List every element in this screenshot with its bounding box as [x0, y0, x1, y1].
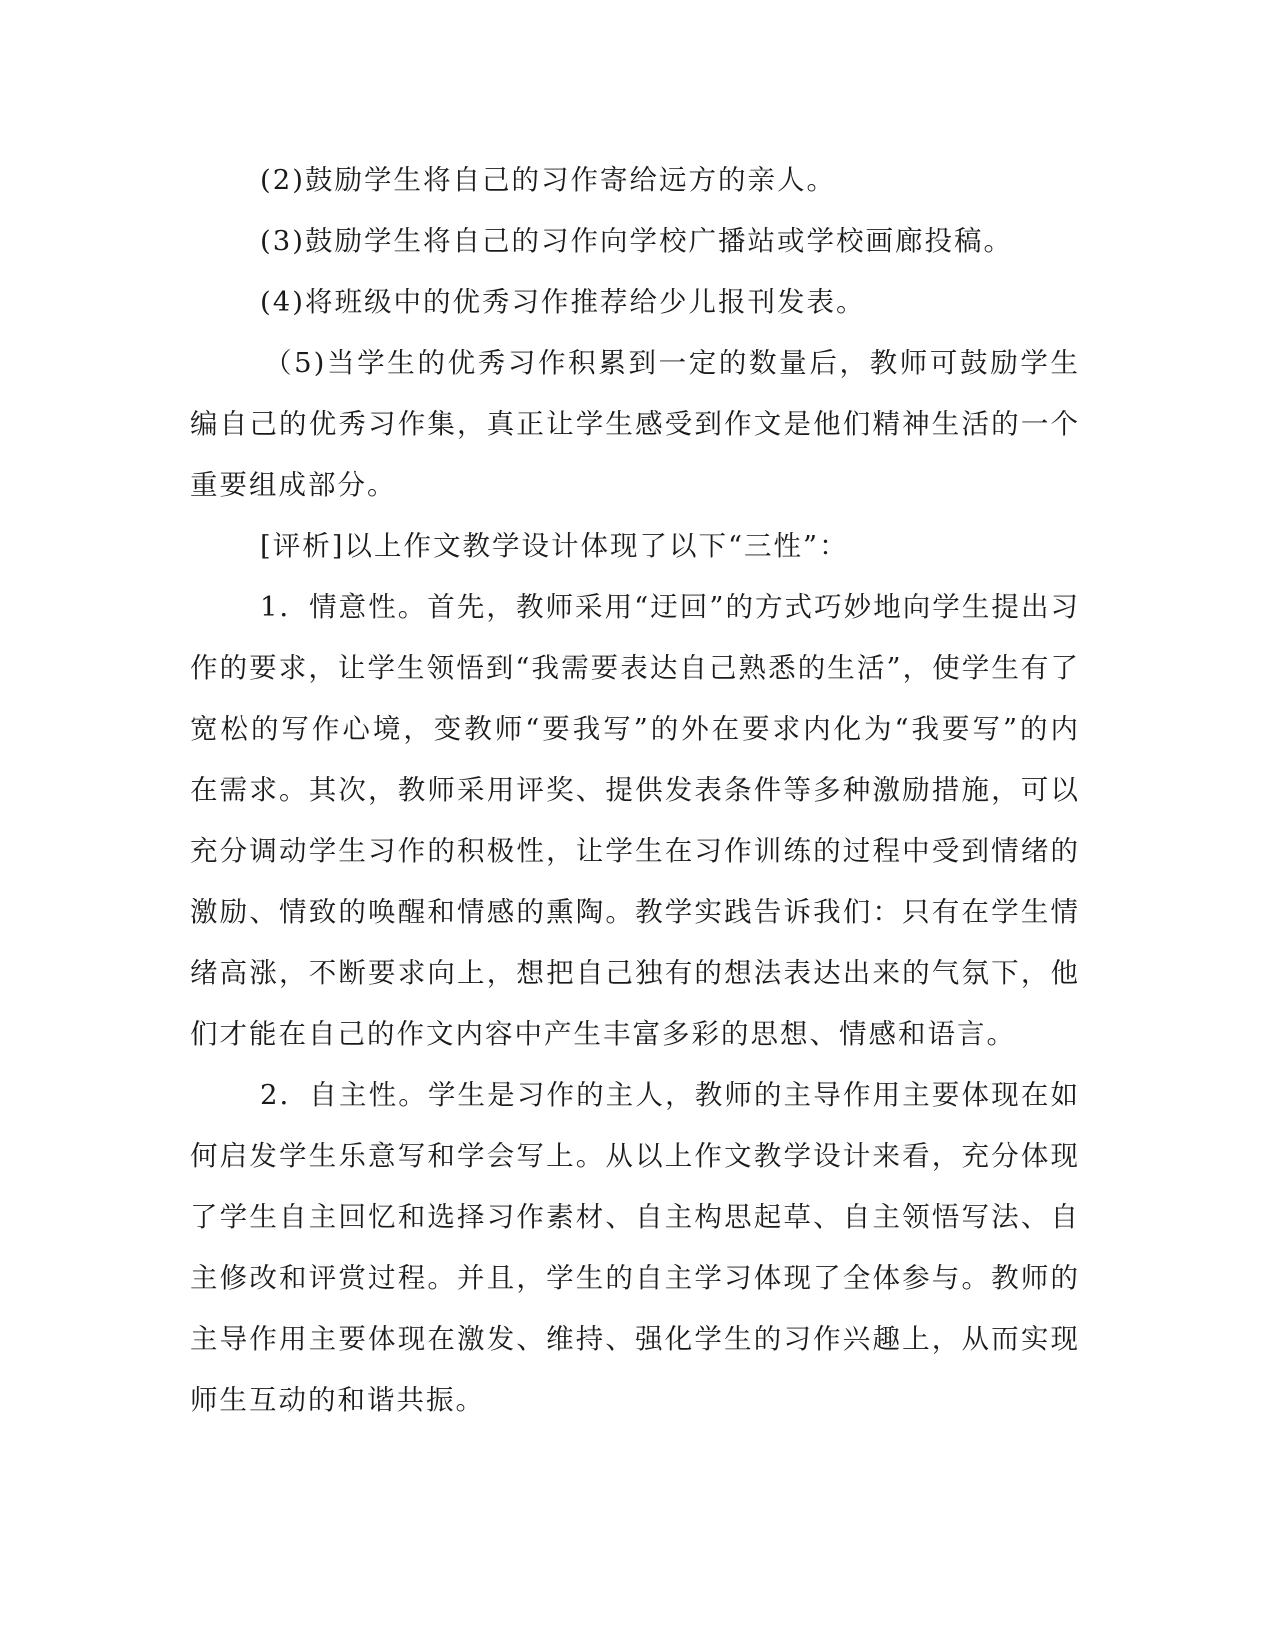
- paragraph-emotional: 1．情意性。首先，教师采用“迂回”的方式巧妙地向学生提出习作的要求，让学生领悟到“我需要表达自己熟悉的生活”，使学生有了宽松的写作心境，变教师“要我写”的外在要求内化为“我要写”的内在需求。其次，教师采用评奖、提供发表条件等多种激励措施，可以充分调动学生习作的积极性，让学生在习作训练的过程中受到情绪的激励、情致的唤醒和情感的熏陶。教学实践告诉我们：只有在学生情绪高涨，不断要求向上，想把自己独有的想法表达出来的气氛下，他们才能在自己的作文内容中产生丰富多彩的思想、情感和语言。: [190, 591, 1080, 1050]
- paragraph-item-4: (4)将班级中的优秀习作推荐给少儿报刊发表。: [260, 286, 866, 318]
- paragraph-item-5: （5)当学生的优秀习作积累到一定的数量后，教师可鼓励学生编自己的优秀习作集，真正让学生感受到作文是他们精神生活的一个重要组成部分。: [190, 347, 1080, 501]
- paragraph-item-2: (2)鼓励学生将自己的习作寄给远方的亲人。: [260, 164, 836, 196]
- paragraph-autonomy: 2．自主性。学生是习作的主人，教师的主导作用主要体现在如何启发学生乐意写和学会写上。从以上作文教学设计来看，充分体现了学生自主回忆和选择习作素材、自主构思起草、自主领悟写法、自主修改和评赏过程。并且，学生的自主学习体现了全体参与。教师的主导作用主要体现在激发、维持、强化学生的习作兴趣上，从而实现师生互动的和谐共振。: [190, 1079, 1080, 1416]
- paragraph-analysis-heading: [评析]以上作文教学设计体现了以下“三性”：: [260, 530, 849, 562]
- body-text: [190, 150, 1080, 1431]
- paragraph-item-3: (3)鼓励学生将自己的习作向学校广播站或学校画廊投稿。: [260, 225, 1013, 257]
